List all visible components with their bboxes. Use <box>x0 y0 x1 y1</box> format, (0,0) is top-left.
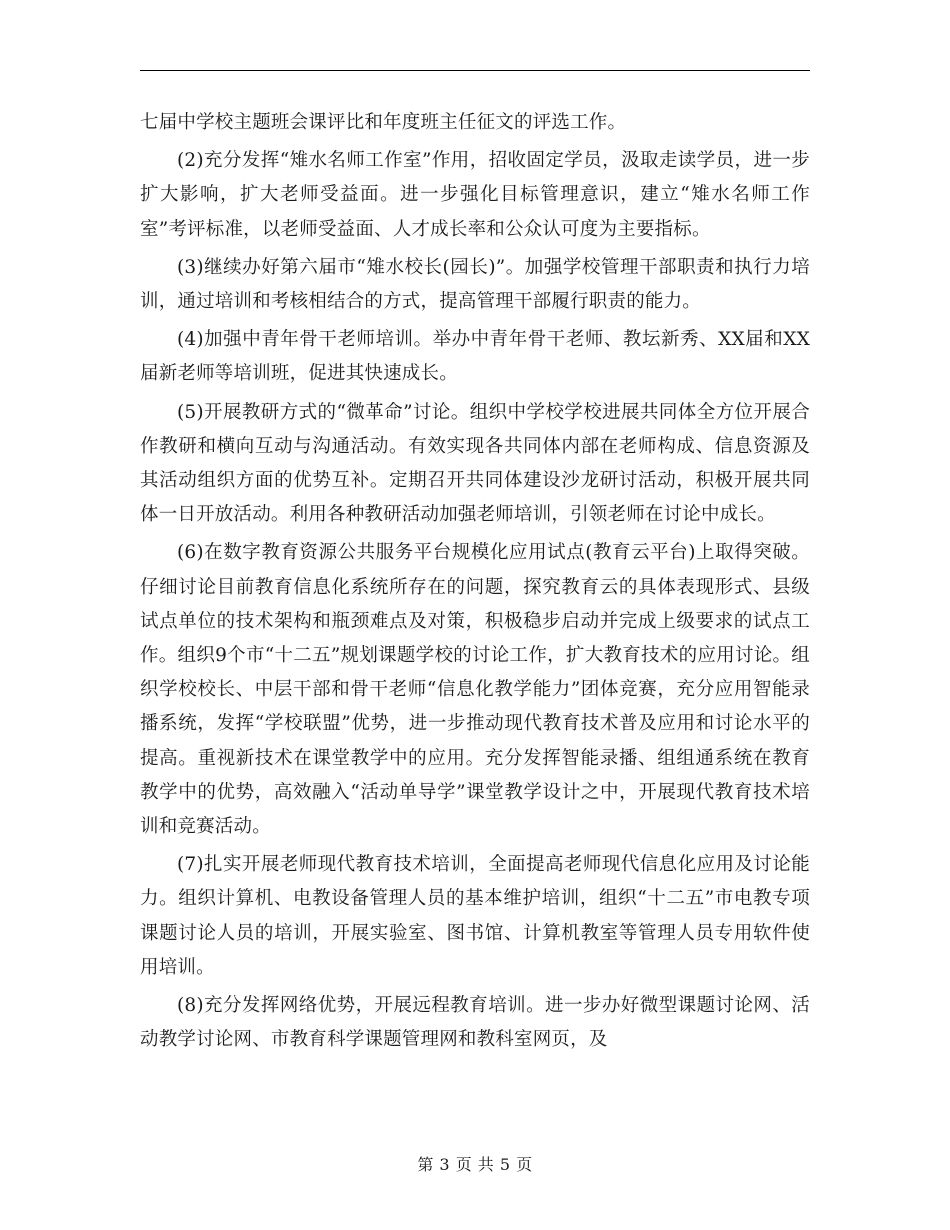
paragraph-1: 七届中学校主题班会课评比和年度班主任征文的评选工作。 <box>140 112 627 133</box>
document-body <box>140 106 810 1061</box>
header-rule <box>140 70 810 71</box>
paragraph-3: (3)继续办好第六届市“雉水校长(园长)”。加强学校管理干部职责和执行力培训，通过培训和考核相结合的方式，提高管理干部履行职责的能力。 <box>140 256 810 313</box>
paragraph-8: (8)充分发挥网络优势，开展远程教育培训。进一步办好微型课题讨论网、活动教学讨论网、市教育科学课题管理网和教科室网页，及 <box>140 995 810 1051</box>
page-footer: 第 3 页 共 5 页 <box>417 1155 533 1174</box>
paragraph-5: (5)开展教研方式的“微革命”讨论。组织中学校学校进展共同体全方位开展合作教研和横向互动与沟通活动。有效实现各共同体内部在老师构成、信息资源及其活动组织方面的优势互补。定期召开共同体建设沙龙研讨活动，积极开展共同体一日开放活动。利用各种教研活动加强老师培训，引领老师在讨论中成长。 <box>140 401 810 526</box>
paragraph-2: (2)充分发挥“雉水名师工作室”作用，招收固定学员，汲取走读学员，进一步扩大影响，扩大老师受益面。进一步强化目标管理意识，建立“雉水名师工作室”考评标准，以老师受益面、人才成长率和公众认可度为主要指标。 <box>140 150 810 240</box>
paragraph-7: (7)扎实开展老师现代教育技术培训，全面提高老师现代信息化应用及讨论能力。组织计算机、电教设备管理人员的基本维护培训，组织“十二五”市电教专项课题讨论人员的培训，开展实验室、图书馆、计算机教室等管理人员专用软件使用培训。 <box>140 854 810 978</box>
paragraph-4: (4)加强中青年骨干老师培训。举办中青年骨干老师、教坛新秀、XX届和XX届新老师等培训班，促进其快速成长。 <box>140 329 810 385</box>
paragraph-6: (6)在数字教育资源公共服务平台规模化应用试点(教育云平台)上取得突破。仔细讨论目前教育信息化系统所存在的问题，探究教育云的具体表现形式、县级试点单位的技术架构和瓶颈难点及对策，积极稳步启动并完成上级要求的试点工作。组织9个市“十二五”规划课题学校的讨论工作，扩大教育技术的应用讨论。组织学校校长、中层干部和骨干老师“信息化教学能力”团体竞赛，充分应用智能录播系统，发挥“学校联盟”优势，进一步推动现代教育技术普及应用和讨论水平的提高。重视新技术在课堂教学中的应用。充分发挥智能录播、组组通系统在教育教学中的优势，高效融入“活动单导学”课堂教学设计之中，开展现代教育技术培训和竞赛活动。 <box>140 542 810 838</box>
